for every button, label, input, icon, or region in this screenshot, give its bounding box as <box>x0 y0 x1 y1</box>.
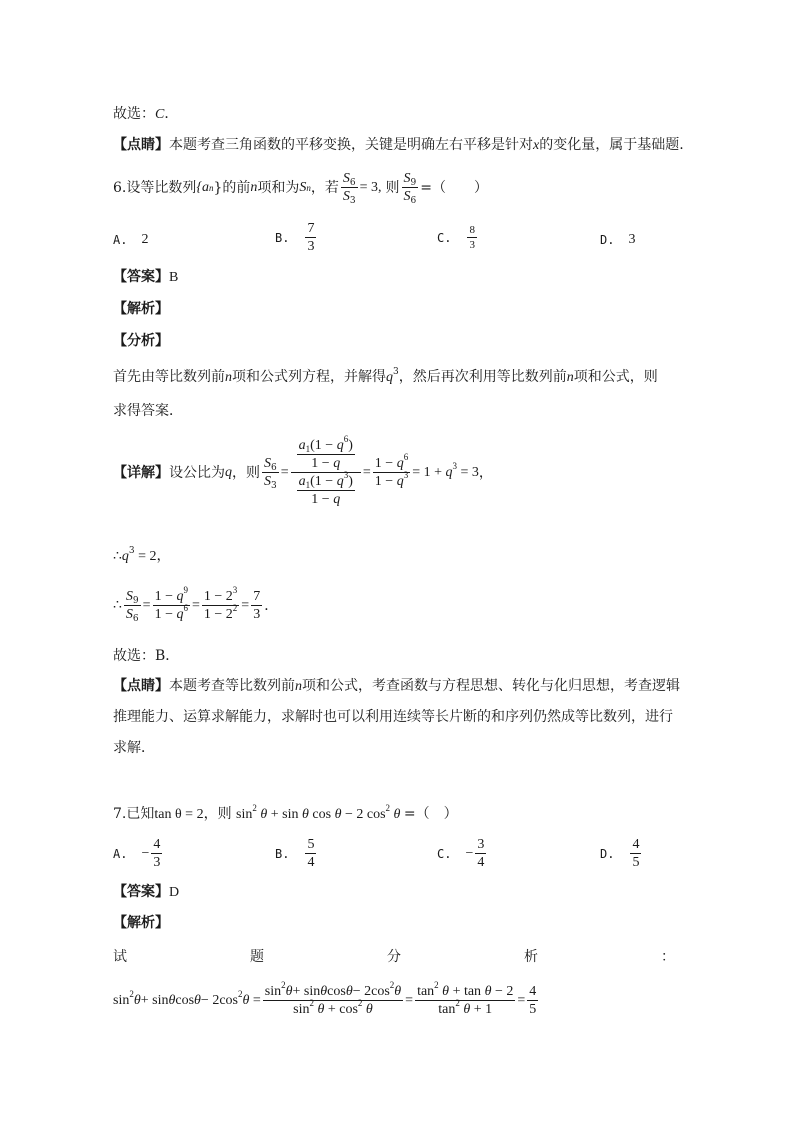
answer-7: 【答案】D <box>113 884 180 900</box>
option-d: D. 3 <box>600 232 636 247</box>
asked-fraction: $\frac{S_9}{S_6}$ <box>403 171 417 206</box>
analysis-heading-6: 【解析】 <box>113 301 169 317</box>
fenxi-line-1: 首先由等比数列前n项和公式列方程，并解得$q^3$，然后再次利用等比数列前n项和公式，则 <box>113 367 658 385</box>
remark-6-line-3: 求解． <box>113 740 155 756</box>
question-7: 7.已知tan θ = 2，则 $\sin^2 \theta + \sin \theta$ cos θ − 2 $\cos^2 \theta$ =（ ） <box>113 803 458 822</box>
conclusion-b: 故选：B． <box>113 648 180 664</box>
remark-6-line-2: 推理能力、运算求解能力，求解时也可以利用连续等长片断的和序列仍然成等比数列，进行 <box>113 709 673 725</box>
remark-trig: 【点睛】本题考查三角函数的平移变换，关键是明确左右平移是针对x的变化量，属于基础题. <box>113 137 684 153</box>
nested-fraction: $\frac{\frac{a_1(1 - q^6)}{1 - q}}{\frac{a_1(1 - q^3)}{1 - q}}$ <box>291 437 361 508</box>
answer-6: 【答案】B <box>113 269 179 285</box>
conclusion-c: 故选：C． <box>113 106 179 122</box>
condition-fraction: $\frac{S_6}{S_3}$ <box>342 171 356 206</box>
q7-option-d: D. $\frac{4}{5}$ <box>600 837 640 870</box>
therefore-q3: $\therefore q^3 = 2$， <box>113 546 171 564</box>
q7-option-c: C. − $\frac{3}{4}$ <box>437 837 485 870</box>
option-a: A. 2 <box>113 232 149 247</box>
q7-option-a: A. − $\frac{4}{3}$ <box>113 837 161 870</box>
q7-option-b: B. $\frac{5}{4}$ <box>275 837 315 870</box>
question-6: 6.设等比数列 {a n } 的前 n 项和为 S n ，若 $\frac{S_6}{S_3}$ = 3, 则 $\frac{S_9}{S_6}$ =（ ） <box>113 171 488 206</box>
fenxi-line-2: 求得答案． <box>113 403 183 419</box>
option-c: C. $\frac{8}{3}$ <box>437 224 475 251</box>
analysis-heading-7: 【解析】 <box>113 915 169 931</box>
therefore-s9-s6: ∴ $\frac{S_9}{S_6}$ = $\frac{1 - q^9}{1 - q^6}$ = $\frac{1 - 2^3}{1 - 2^2}$ = $\frac{7}{3}$ ． <box>113 585 279 624</box>
q7-solution: $\sin^2\theta+ \sin\theta\cos\theta- 2\cos^2\theta$ = $\frac{\sin^2\theta+ \sin\theta\cos\theta- 2\cos^2\theta}{\sin^2 \theta + \cos^2 \theta}$ = $\frac{\tan^2 \theta + \tan \theta - 2}{\tan^2 \theta + 1}$ = $\frac{4}{5}$ <box>113 980 537 1017</box>
option-b: B. $\frac{7}{3}$ <box>275 221 315 254</box>
spread-heading: 试 题 分 析 ： <box>113 949 675 965</box>
detailed-solution: 【详解】 设公比为 q ，则 $\frac{S_6}{S_3}$ = $\frac{\frac{a_1(1 - q^6)}{1 - q}}{\frac{a_1(1 - q^3)}{1 - q}}$ = $\frac{1 - q^6}{1 - q^3}$ = $1 + q^3 = 3$ ， <box>113 434 493 507</box>
remark-6-line-1: 【点睛】本题考查等比数列前n项和公式，考查函数与方程思想、转化与化归思想，考查逻辑 <box>113 678 680 694</box>
fenxi-heading-6: 【分析】 <box>113 333 169 349</box>
